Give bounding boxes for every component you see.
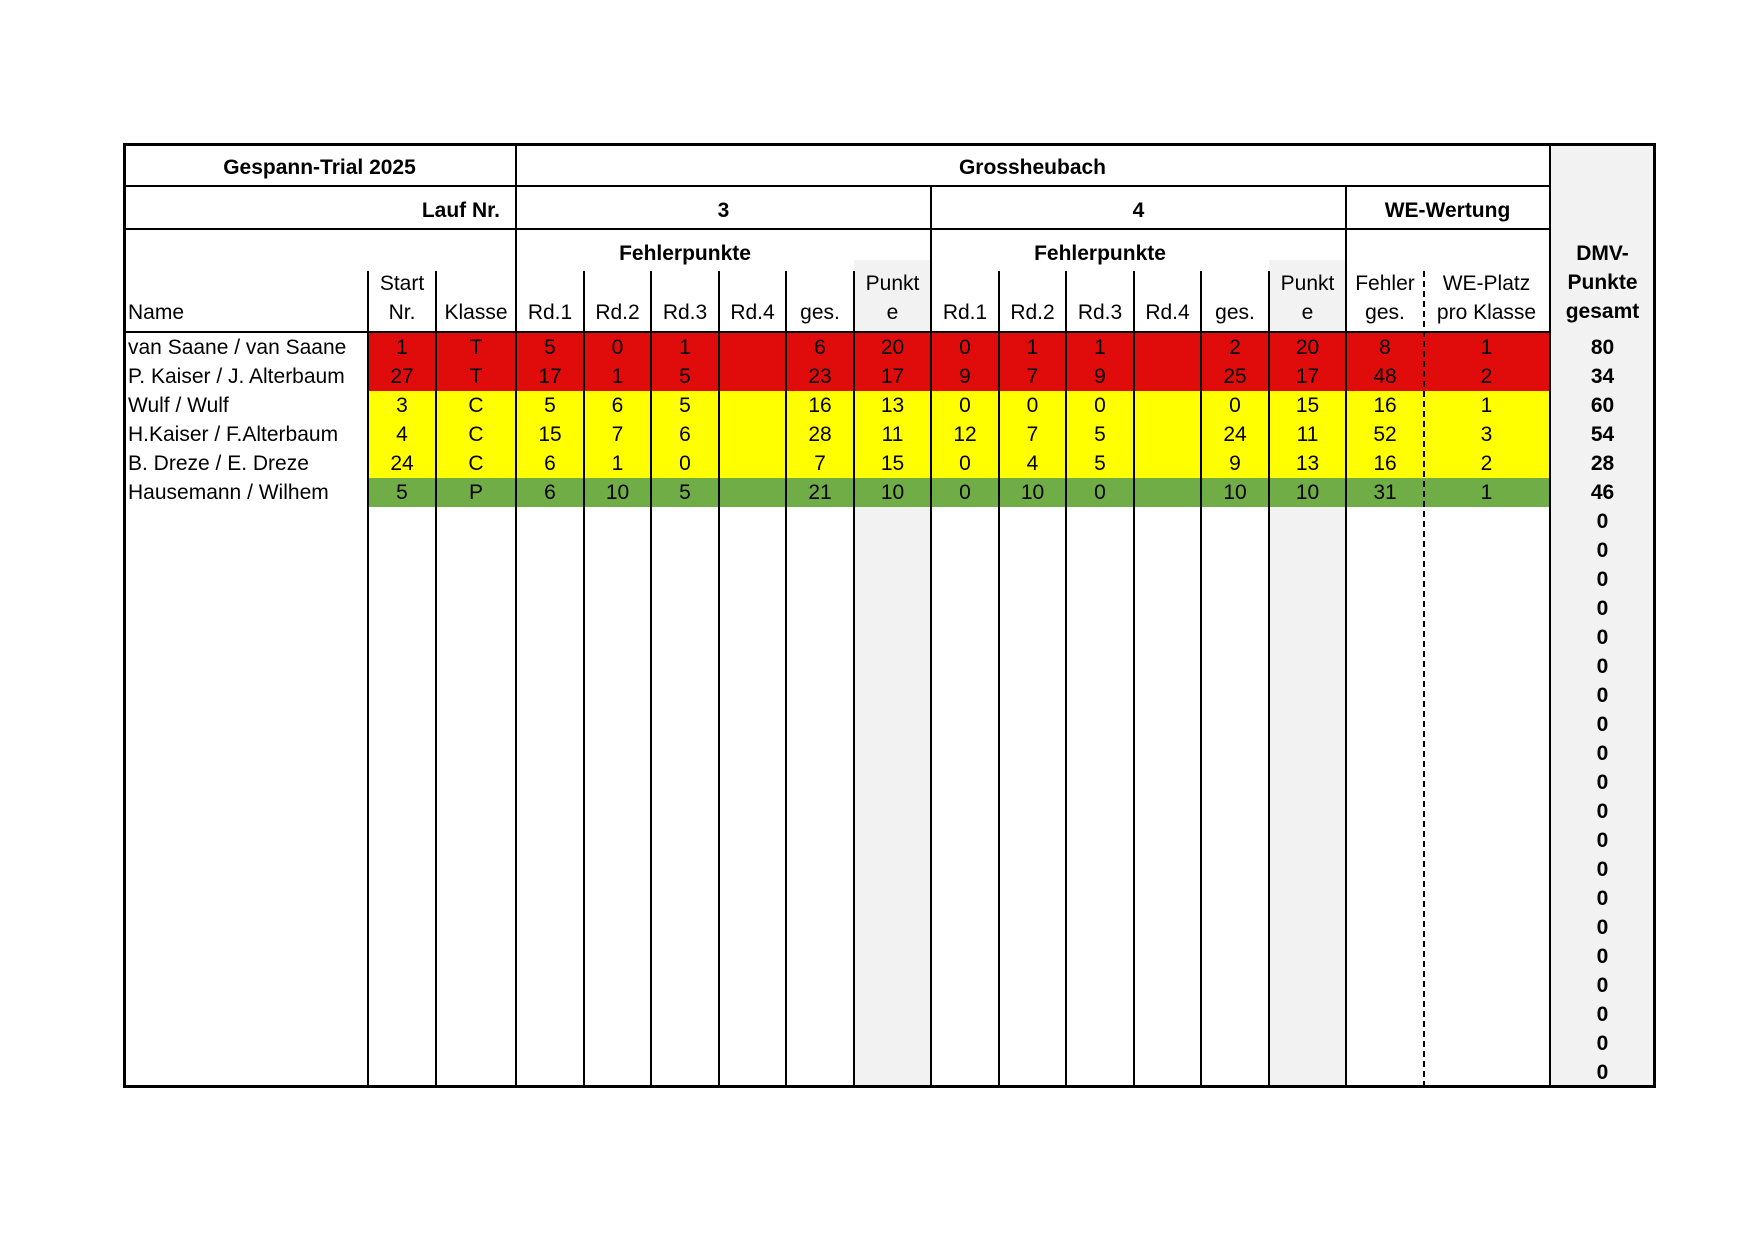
row-value: 11 <box>1296 423 1319 446</box>
dmv-points-empty: 0 <box>1596 974 1609 997</box>
row-value: 7 <box>1026 423 1039 446</box>
row-value: 15 <box>880 452 905 475</box>
row-value: 10 <box>1295 481 1320 504</box>
row-value: 1 <box>1480 336 1493 359</box>
row-value: 15 <box>538 423 562 446</box>
row-value: 5 <box>1094 423 1106 446</box>
row-value: 5 <box>396 481 408 504</box>
row-value: 10 <box>880 481 905 504</box>
row-value: 24 <box>1223 423 1247 446</box>
dmv-points: 54 <box>1590 423 1615 446</box>
row-value: 25 <box>1223 365 1247 388</box>
row-value: 2 <box>1229 336 1241 359</box>
row-value: 6 <box>814 336 826 359</box>
grid-line-v <box>1268 271 1270 1087</box>
dmv-points-empty: 0 <box>1596 713 1609 736</box>
team-name: B. Dreze / E. Dreze <box>128 452 309 475</box>
sheet-title: Gespann-Trial 2025 <box>223 156 416 179</box>
dmv-points: 34 <box>1590 365 1615 388</box>
grid-line-v <box>1065 271 1067 1087</box>
col-rd2-lauf2: Rd.2 <box>1010 301 1055 324</box>
row-value: 2 <box>1480 452 1493 475</box>
row-value: 27 <box>390 365 414 388</box>
row-value: 5 <box>544 394 556 417</box>
fehlerpunkte-label-2: Fehlerpunkte <box>1034 242 1166 265</box>
row-value: 0 <box>959 336 971 359</box>
col-ges-lauf2: ges. <box>1215 301 1255 324</box>
dmv-points-empty: 0 <box>1596 684 1609 707</box>
row-value: 0 <box>959 394 971 417</box>
row-value: 4 <box>396 423 408 446</box>
dmv-points-empty: 0 <box>1596 771 1609 794</box>
dmv-points-empty: 0 <box>1596 539 1609 562</box>
row-value: 12 <box>953 423 977 446</box>
dmv-header-line-2: Punkte <box>1567 271 1638 294</box>
row-value: 10 <box>1020 481 1045 504</box>
dmv-points-empty: 0 <box>1596 597 1609 620</box>
row-value: 10 <box>1223 481 1247 504</box>
grid-line-h <box>123 228 1549 230</box>
row-value: 20 <box>1295 336 1320 359</box>
dmv-points-empty: 0 <box>1596 829 1609 852</box>
grid-line-v <box>998 271 1000 1087</box>
col-rd4-lauf2: Rd.4 <box>1145 301 1190 324</box>
row-value: 31 <box>1373 481 1397 504</box>
row-value: 0 <box>611 336 624 359</box>
col-rd4-lauf1: Rd.4 <box>730 301 775 324</box>
grid-line-h <box>123 185 1549 187</box>
col-rd3-lauf1: Rd.3 <box>662 301 708 324</box>
row-value: C <box>468 423 484 446</box>
grid-line-v <box>515 143 517 1087</box>
grid-line-v <box>853 271 855 1087</box>
grid-line-h <box>123 143 1656 146</box>
row-value: 16 <box>1373 394 1397 417</box>
grid-line-v <box>1133 271 1135 1087</box>
row-value: 1 <box>611 452 624 475</box>
col-klasse: Klasse <box>444 301 508 324</box>
col-name: Name <box>128 301 185 324</box>
col-punkte-lauf2-line-2: e <box>1301 301 1314 324</box>
dmv-points-empty: 0 <box>1596 800 1609 823</box>
row-value: 0 <box>1026 394 1039 417</box>
lauf-number-2: 4 <box>1132 199 1145 222</box>
row-value: 0 <box>1229 394 1241 417</box>
row-value: 28 <box>808 423 832 446</box>
col-rd2-lauf1: Rd.2 <box>595 301 640 324</box>
row-value: 6 <box>679 423 691 446</box>
row-value: 20 <box>880 336 905 359</box>
row-value: 0 <box>679 452 691 475</box>
grid-line-dashed <box>1423 271 1425 1087</box>
row-value: 17 <box>1295 365 1320 388</box>
col-fehler-line-2: ges. <box>1365 301 1405 324</box>
dmv-points-empty: 0 <box>1596 887 1609 910</box>
col-we-platz-line-1: WE-Platz <box>1442 272 1531 295</box>
row-value: 5 <box>679 365 691 388</box>
results-sheet <box>123 143 1656 1084</box>
grid-line-v <box>785 271 787 1087</box>
fehlerpunkte-label-1: Fehlerpunkte <box>619 242 751 265</box>
row-value: 3 <box>1480 423 1493 446</box>
row-value: 7 <box>1026 365 1039 388</box>
row-value: 1 <box>679 336 691 359</box>
col-ges-lauf1: ges. <box>800 301 840 324</box>
grid-line-v <box>583 271 585 1087</box>
dmv-points-empty: 0 <box>1596 858 1609 881</box>
row-value: 9 <box>959 365 971 388</box>
we-wertung-label: WE-Wertung <box>1384 199 1511 222</box>
row-value: 13 <box>1295 452 1320 475</box>
team-name: Wulf / Wulf <box>128 394 229 417</box>
row-value: 6 <box>544 481 556 504</box>
dmv-points-empty: 0 <box>1596 742 1609 765</box>
row-value: 9 <box>1229 452 1241 475</box>
col-punkte-lauf2-line-1: Punkt <box>1280 272 1335 295</box>
row-value: 0 <box>959 452 971 475</box>
row-value: 7 <box>814 452 826 475</box>
lauf-label: Lauf Nr. <box>421 199 500 222</box>
dmv-points-empty: 0 <box>1596 1003 1609 1026</box>
grid-line-v <box>435 271 437 1087</box>
row-value: 23 <box>808 365 832 388</box>
row-value: 15 <box>1295 394 1320 417</box>
col-rd1-lauf1: Rd.1 <box>527 301 573 324</box>
row-value: 17 <box>538 365 562 388</box>
col-punkte-lauf1-line-2: e <box>886 301 899 324</box>
dmv-points: 28 <box>1590 452 1615 475</box>
dmv-points: 80 <box>1590 336 1615 359</box>
row-value: 1 <box>1026 336 1039 359</box>
dmv-points-empty: 0 <box>1596 568 1609 591</box>
row-value: P <box>468 481 483 504</box>
dmv-points-empty: 0 <box>1596 626 1609 649</box>
col-we-platz-line-2: pro Klasse <box>1436 301 1537 324</box>
row-value: 1 <box>396 336 408 359</box>
row-value: 52 <box>1373 423 1397 446</box>
team-name: P. Kaiser / J. Alterbaum <box>128 365 345 388</box>
row-value: T <box>469 336 483 359</box>
row-value: 0 <box>1094 481 1106 504</box>
col-start-line-1: Start <box>379 272 425 295</box>
dmv-points: 60 <box>1590 394 1615 417</box>
row-value: 11 <box>881 423 904 446</box>
dmv-points-empty: 0 <box>1596 945 1609 968</box>
grid-line-h <box>123 1085 1656 1088</box>
row-value: 5 <box>1094 452 1106 475</box>
row-value: 9 <box>1094 365 1106 388</box>
grid-line-v <box>650 271 652 1087</box>
row-value: 7 <box>611 423 624 446</box>
row-value: 1 <box>1094 336 1106 359</box>
dmv-points-empty: 0 <box>1596 655 1609 678</box>
dmv-points-empty: 0 <box>1596 916 1609 939</box>
grid-line-v <box>1200 271 1202 1087</box>
grid-line-v <box>367 271 369 1087</box>
row-value: 48 <box>1373 365 1397 388</box>
dmv-header-line-1: DMV- <box>1576 242 1629 265</box>
row-value: T <box>469 365 483 388</box>
row-value: 13 <box>880 394 905 417</box>
row-value: 5 <box>544 336 556 359</box>
row-value: C <box>468 394 484 417</box>
row-value: 8 <box>1379 336 1391 359</box>
row-value: 3 <box>396 394 408 417</box>
team-name: H.Kaiser / F.Alterbaum <box>128 423 339 446</box>
venue-title: Grossheubach <box>958 156 1107 179</box>
row-value: 6 <box>611 394 624 417</box>
row-value: 1 <box>1480 394 1493 417</box>
col-punkte-lauf1-line-1: Punkt <box>865 272 920 295</box>
row-value: 0 <box>1094 394 1106 417</box>
row-value: 4 <box>1026 452 1039 475</box>
grid-line-v <box>123 143 126 1087</box>
team-name: Hausemann / Wilhem <box>128 481 329 504</box>
row-value: 5 <box>679 481 691 504</box>
row-value: 1 <box>1480 481 1493 504</box>
col-start-line-2: Nr. <box>388 301 416 324</box>
row-value: 2 <box>1480 365 1493 388</box>
team-name: van Saane / van Saane <box>128 336 347 359</box>
dmv-points-empty: 0 <box>1596 510 1609 533</box>
row-value: 10 <box>605 481 630 504</box>
col-rd3-lauf2: Rd.3 <box>1077 301 1123 324</box>
row-value: C <box>468 452 484 475</box>
grid-line-h <box>123 331 1549 333</box>
col-fehler-line-1: Fehler <box>1355 272 1415 295</box>
dmv-points: 46 <box>1590 481 1615 504</box>
row-value: 0 <box>959 481 971 504</box>
col-rd1-lauf2: Rd.1 <box>942 301 988 324</box>
row-value: 1 <box>611 365 624 388</box>
row-value: 24 <box>390 452 414 475</box>
dmv-points-empty: 0 <box>1596 1032 1609 1055</box>
row-value: 16 <box>1373 452 1397 475</box>
grid-line-v <box>718 271 720 1087</box>
dmv-header-line-3: gesamt <box>1565 300 1640 323</box>
row-value: 5 <box>679 394 691 417</box>
dmv-points-empty: 0 <box>1596 1061 1609 1084</box>
row-value: 6 <box>544 452 556 475</box>
row-value: 16 <box>808 394 832 417</box>
row-value: 21 <box>808 481 832 504</box>
lauf-number-1: 3 <box>717 199 730 222</box>
row-value: 17 <box>880 365 905 388</box>
